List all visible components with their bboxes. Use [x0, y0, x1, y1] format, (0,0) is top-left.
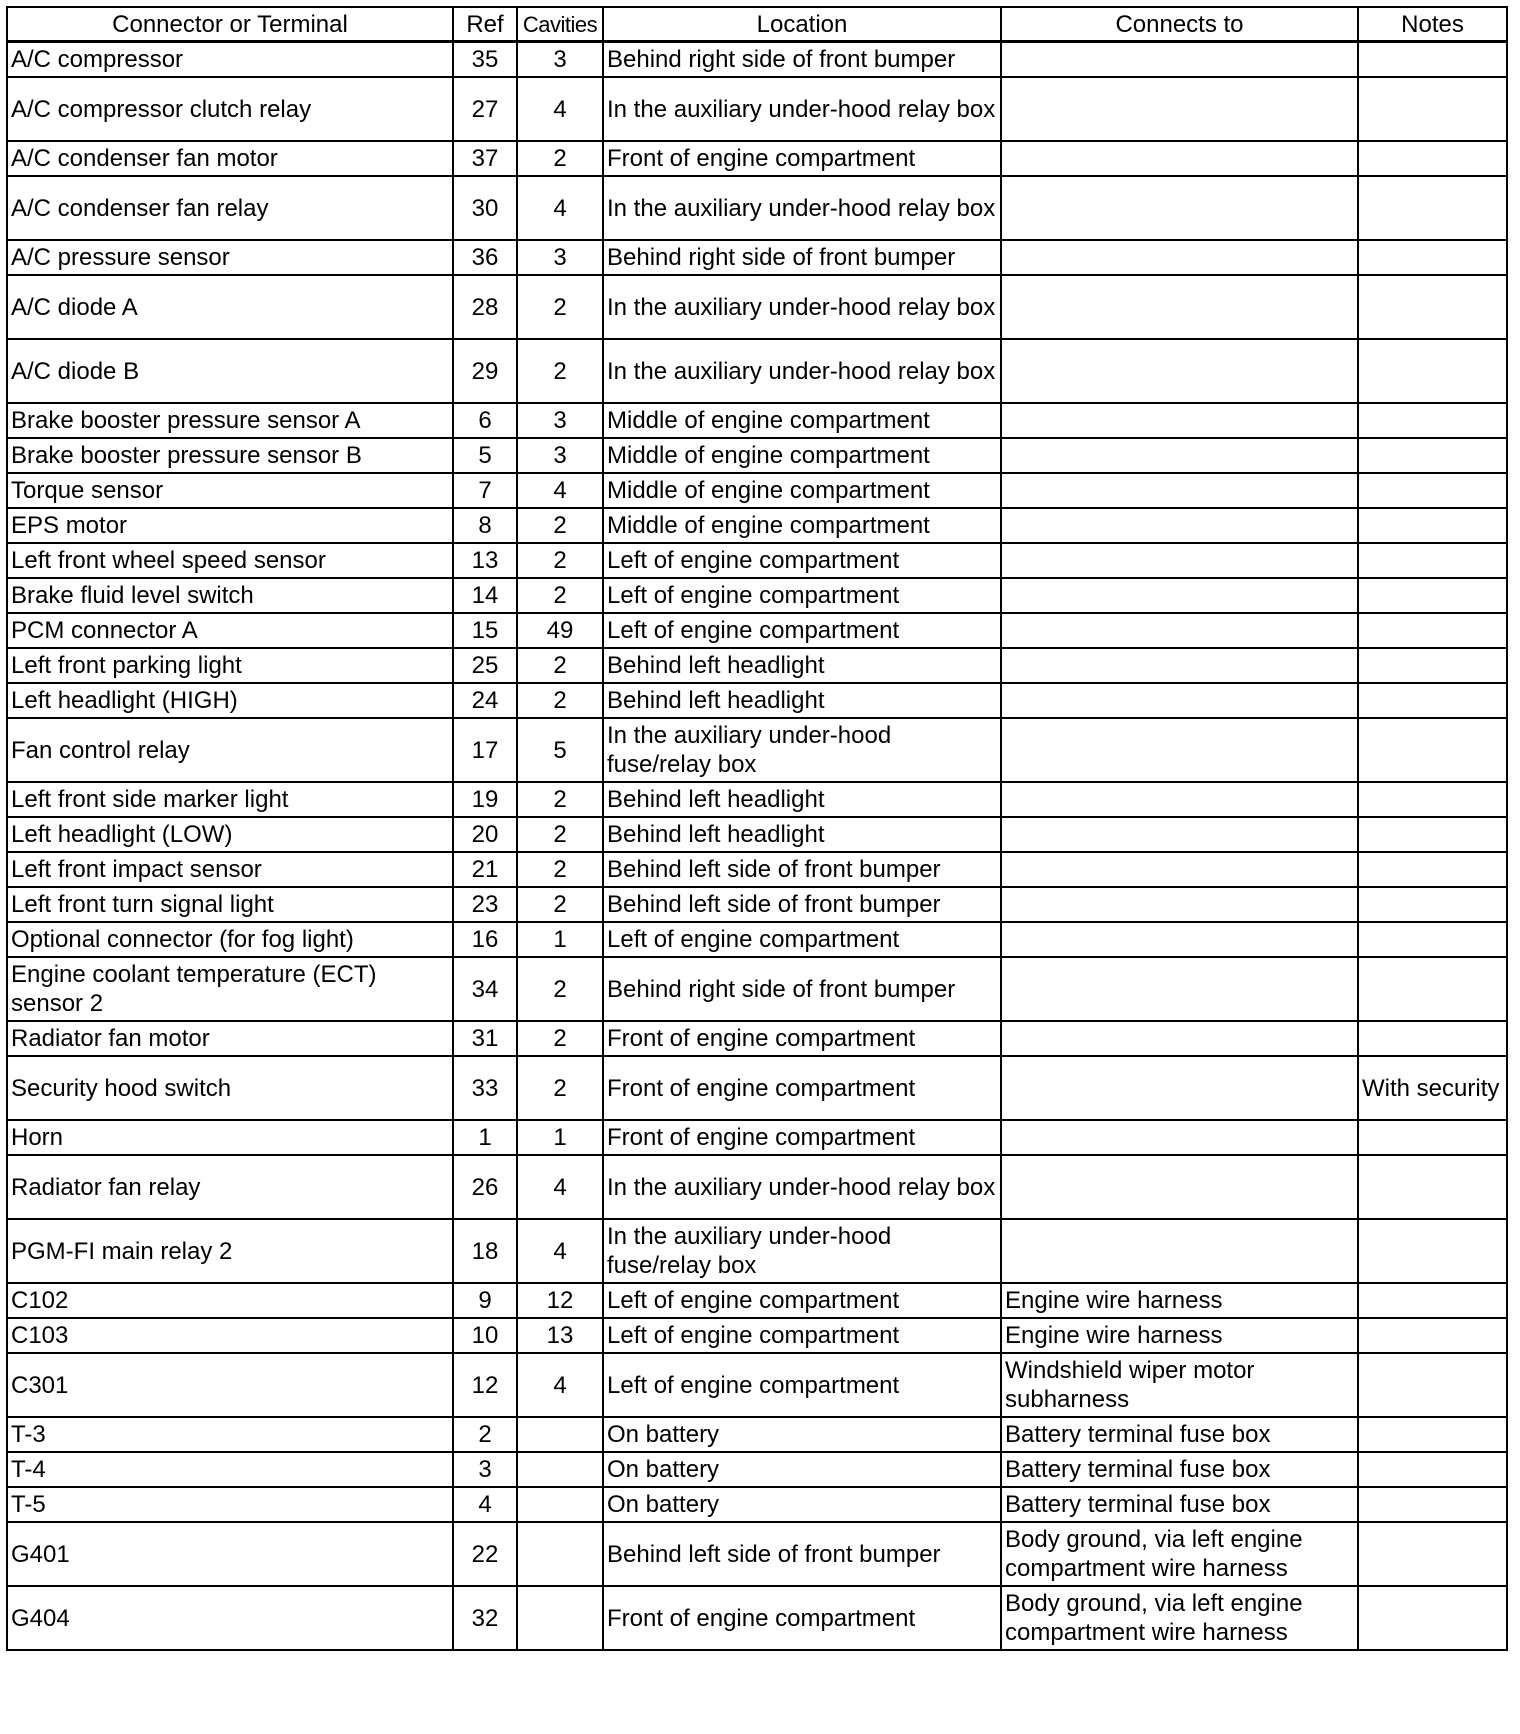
table-row — [7, 1452, 1507, 1487]
connector-table — [6, 6, 1508, 1651]
ref-cell: 5 — [453, 438, 517, 473]
cavities-cell: 49 — [517, 613, 603, 648]
cavities-cell — [517, 1417, 603, 1452]
notes-cell — [1358, 1522, 1507, 1586]
connects-to-cell — [1001, 578, 1358, 613]
table-row — [7, 240, 1507, 275]
header-connector: Connector or Terminal — [7, 7, 453, 42]
notes-cell — [1358, 339, 1507, 403]
connector-cell: T-3 — [7, 1417, 453, 1452]
notes-cell: With security — [1358, 1056, 1507, 1120]
ref-cell: 6 — [453, 403, 517, 438]
notes-cell — [1358, 141, 1507, 176]
connector-cell: C103 — [7, 1318, 453, 1353]
header-connects-to: Connects to — [1001, 7, 1358, 42]
cavities-cell: 5 — [517, 718, 603, 782]
cavities-cell: 1 — [517, 1120, 603, 1155]
header-row — [7, 7, 1507, 42]
notes-cell — [1358, 718, 1507, 782]
table-row — [7, 275, 1507, 339]
location-cell: Behind left side of front bumper — [603, 887, 1001, 922]
ref-cell: 23 — [453, 887, 517, 922]
connects-to-cell: Engine wire harness — [1001, 1318, 1358, 1353]
connector-cell: PCM connector A — [7, 613, 453, 648]
cavities-cell: 2 — [517, 957, 603, 1021]
ref-cell: 19 — [453, 782, 517, 817]
cavities-cell: 4 — [517, 1155, 603, 1219]
ref-cell: 22 — [453, 1522, 517, 1586]
cavities-cell: 2 — [517, 141, 603, 176]
cavities-cell — [517, 1487, 603, 1522]
ref-cell: 12 — [453, 1353, 517, 1417]
table-row — [7, 141, 1507, 176]
table-row — [7, 1155, 1507, 1219]
connects-to-cell — [1001, 817, 1358, 852]
connects-to-cell — [1001, 508, 1358, 543]
connects-to-cell — [1001, 1155, 1358, 1219]
connects-to-cell — [1001, 473, 1358, 508]
location-cell: Behind right side of front bumper — [603, 42, 1001, 78]
ref-cell: 7 — [453, 473, 517, 508]
connects-to-cell — [1001, 77, 1358, 141]
location-cell: Behind right side of front bumper — [603, 240, 1001, 275]
notes-cell — [1358, 1155, 1507, 1219]
cavities-cell: 2 — [517, 508, 603, 543]
cavities-cell: 2 — [517, 852, 603, 887]
ref-cell: 20 — [453, 817, 517, 852]
location-cell: Front of engine compartment — [603, 141, 1001, 176]
connects-to-cell — [1001, 275, 1358, 339]
notes-cell — [1358, 957, 1507, 1021]
location-cell: Front of engine compartment — [603, 1056, 1001, 1120]
connector-cell: Left front turn signal light — [7, 887, 453, 922]
notes-cell — [1358, 852, 1507, 887]
connects-to-cell — [1001, 42, 1358, 78]
connector-cell: Left front wheel speed sensor — [7, 543, 453, 578]
connector-cell: Engine coolant temperature (ECT) sensor 2 — [7, 957, 453, 1021]
cavities-cell — [517, 1452, 603, 1487]
ref-cell: 30 — [453, 176, 517, 240]
connects-to-cell — [1001, 1056, 1358, 1120]
cavities-cell: 3 — [517, 438, 603, 473]
cavities-cell: 2 — [517, 782, 603, 817]
notes-cell — [1358, 1283, 1507, 1318]
connects-to-cell — [1001, 339, 1358, 403]
ref-cell: 36 — [453, 240, 517, 275]
connects-to-cell — [1001, 438, 1358, 473]
ref-cell: 8 — [453, 508, 517, 543]
ref-cell: 10 — [453, 1318, 517, 1353]
location-cell: Left of engine compartment — [603, 922, 1001, 957]
notes-cell — [1358, 1120, 1507, 1155]
location-cell: Behind left headlight — [603, 683, 1001, 718]
connects-to-cell: Windshield wiper motor subharness — [1001, 1353, 1358, 1417]
location-cell: In the auxiliary under-hood relay box — [603, 77, 1001, 141]
connects-to-cell — [1001, 782, 1358, 817]
cavities-cell: 4 — [517, 1219, 603, 1283]
location-cell: In the auxiliary under-hood fuse/relay box — [603, 718, 1001, 782]
table-row — [7, 403, 1507, 438]
notes-cell — [1358, 438, 1507, 473]
location-cell: On battery — [603, 1452, 1001, 1487]
cavities-cell — [517, 1586, 603, 1650]
notes-cell — [1358, 922, 1507, 957]
connects-to-cell — [1001, 1120, 1358, 1155]
connector-cell: C301 — [7, 1353, 453, 1417]
cavities-cell — [517, 1522, 603, 1586]
connector-cell: Security hood switch — [7, 1056, 453, 1120]
notes-cell — [1358, 240, 1507, 275]
table-row — [7, 782, 1507, 817]
table-row — [7, 648, 1507, 683]
connector-cell: Brake fluid level switch — [7, 578, 453, 613]
connects-to-cell — [1001, 543, 1358, 578]
cavities-cell: 2 — [517, 578, 603, 613]
ref-cell: 34 — [453, 957, 517, 1021]
connector-cell: Left headlight (HIGH) — [7, 683, 453, 718]
ref-cell: 25 — [453, 648, 517, 683]
location-cell: Behind left headlight — [603, 817, 1001, 852]
connects-to-cell: Battery terminal fuse box — [1001, 1417, 1358, 1452]
notes-cell — [1358, 1219, 1507, 1283]
ref-cell: 35 — [453, 42, 517, 78]
table-row — [7, 1487, 1507, 1522]
ref-cell: 24 — [453, 683, 517, 718]
table-row — [7, 578, 1507, 613]
connects-to-cell — [1001, 403, 1358, 438]
table-row — [7, 1120, 1507, 1155]
table-row — [7, 887, 1507, 922]
connects-to-cell — [1001, 683, 1358, 718]
connects-to-cell: Battery terminal fuse box — [1001, 1487, 1358, 1522]
table-row — [7, 77, 1507, 141]
connects-to-cell: Battery terminal fuse box — [1001, 1452, 1358, 1487]
ref-cell: 31 — [453, 1021, 517, 1056]
ref-cell: 27 — [453, 77, 517, 141]
connects-to-cell — [1001, 718, 1358, 782]
connects-to-cell — [1001, 141, 1358, 176]
table-row — [7, 1353, 1507, 1417]
connector-cell: Brake booster pressure sensor A — [7, 403, 453, 438]
ref-cell: 26 — [453, 1155, 517, 1219]
cavities-cell: 4 — [517, 473, 603, 508]
notes-cell — [1358, 648, 1507, 683]
notes-cell — [1358, 508, 1507, 543]
cavities-cell: 2 — [517, 275, 603, 339]
location-cell: Left of engine compartment — [603, 1318, 1001, 1353]
ref-cell: 15 — [453, 613, 517, 648]
location-cell: In the auxiliary under-hood relay box — [603, 339, 1001, 403]
connector-cell: Radiator fan relay — [7, 1155, 453, 1219]
location-cell: Front of engine compartment — [603, 1586, 1001, 1650]
header-ref: Ref — [453, 7, 517, 42]
location-cell: Behind left headlight — [603, 782, 1001, 817]
location-cell: Middle of engine compartment — [603, 438, 1001, 473]
connector-cell: Left front parking light — [7, 648, 453, 683]
connects-to-cell — [1001, 957, 1358, 1021]
cavities-cell: 12 — [517, 1283, 603, 1318]
connects-to-cell: Body ground, via left engine compartment wire harness — [1001, 1522, 1358, 1586]
connector-cell: PGM-FI main relay 2 — [7, 1219, 453, 1283]
location-cell: Middle of engine compartment — [603, 508, 1001, 543]
notes-cell — [1358, 176, 1507, 240]
cavities-cell: 4 — [517, 176, 603, 240]
notes-cell — [1358, 403, 1507, 438]
ref-cell: 17 — [453, 718, 517, 782]
location-cell: Left of engine compartment — [603, 613, 1001, 648]
location-cell: Behind left side of front bumper — [603, 852, 1001, 887]
table-row — [7, 683, 1507, 718]
location-cell: Behind left side of front bumper — [603, 1522, 1001, 1586]
location-cell: Behind right side of front bumper — [603, 957, 1001, 1021]
table-row — [7, 852, 1507, 887]
notes-cell — [1358, 1417, 1507, 1452]
ref-cell: 21 — [453, 852, 517, 887]
location-cell: Left of engine compartment — [603, 1283, 1001, 1318]
cavities-cell: 13 — [517, 1318, 603, 1353]
table-row — [7, 718, 1507, 782]
notes-cell — [1358, 1353, 1507, 1417]
notes-cell — [1358, 42, 1507, 78]
cavities-cell: 2 — [517, 1056, 603, 1120]
notes-cell — [1358, 887, 1507, 922]
cavities-cell: 2 — [517, 683, 603, 718]
location-cell: Left of engine compartment — [603, 1353, 1001, 1417]
location-cell: In the auxiliary under-hood relay box — [603, 275, 1001, 339]
notes-cell — [1358, 1452, 1507, 1487]
connector-cell: C102 — [7, 1283, 453, 1318]
cavities-cell: 2 — [517, 648, 603, 683]
connects-to-cell: Engine wire harness — [1001, 1283, 1358, 1318]
connector-cell: Optional connector (for fog light) — [7, 922, 453, 957]
cavities-cell: 1 — [517, 922, 603, 957]
connector-cell: Left front impact sensor — [7, 852, 453, 887]
notes-cell — [1358, 683, 1507, 718]
connects-to-cell — [1001, 1021, 1358, 1056]
connector-cell: A/C diode B — [7, 339, 453, 403]
table-row — [7, 508, 1507, 543]
connector-cell: A/C compressor clutch relay — [7, 77, 453, 141]
location-cell: On battery — [603, 1487, 1001, 1522]
table-row — [7, 543, 1507, 578]
location-cell: On battery — [603, 1417, 1001, 1452]
connects-to-cell — [1001, 240, 1358, 275]
connector-cell: Left headlight (LOW) — [7, 817, 453, 852]
location-cell: Front of engine compartment — [603, 1021, 1001, 1056]
notes-cell — [1358, 613, 1507, 648]
table-row — [7, 817, 1507, 852]
table-row — [7, 1318, 1507, 1353]
connector-cell: EPS motor — [7, 508, 453, 543]
connector-cell: G401 — [7, 1522, 453, 1586]
location-cell: Left of engine compartment — [603, 578, 1001, 613]
header-notes: Notes — [1358, 7, 1507, 42]
connector-cell: Horn — [7, 1120, 453, 1155]
notes-cell — [1358, 275, 1507, 339]
table-row — [7, 473, 1507, 508]
cavities-cell: 2 — [517, 1021, 603, 1056]
cavities-cell: 2 — [517, 817, 603, 852]
table-row — [7, 957, 1507, 1021]
notes-cell — [1358, 1318, 1507, 1353]
notes-cell — [1358, 1021, 1507, 1056]
ref-cell: 3 — [453, 1452, 517, 1487]
connector-cell: T-4 — [7, 1452, 453, 1487]
connects-to-cell — [1001, 922, 1358, 957]
notes-cell — [1358, 782, 1507, 817]
cavities-cell: 3 — [517, 240, 603, 275]
notes-cell — [1358, 543, 1507, 578]
ref-cell: 37 — [453, 141, 517, 176]
ref-cell: 33 — [453, 1056, 517, 1120]
table-row — [7, 42, 1507, 78]
ref-cell: 32 — [453, 1586, 517, 1650]
location-cell: In the auxiliary under-hood fuse/relay box — [603, 1219, 1001, 1283]
cavities-cell: 2 — [517, 543, 603, 578]
connector-cell: G404 — [7, 1586, 453, 1650]
location-cell: In the auxiliary under-hood relay box — [603, 1155, 1001, 1219]
ref-cell: 4 — [453, 1487, 517, 1522]
connector-cell: A/C diode A — [7, 275, 453, 339]
connects-to-cell — [1001, 887, 1358, 922]
ref-cell: 16 — [453, 922, 517, 957]
notes-cell — [1358, 1586, 1507, 1650]
cavities-cell: 2 — [517, 339, 603, 403]
connector-cell: Radiator fan motor — [7, 1021, 453, 1056]
ref-cell: 18 — [453, 1219, 517, 1283]
connector-cell: Left front side marker light — [7, 782, 453, 817]
connects-to-cell: Body ground, via left engine compartment wire harness — [1001, 1586, 1358, 1650]
location-cell: Middle of engine compartment — [603, 403, 1001, 438]
table-row — [7, 1586, 1507, 1650]
table-row — [7, 1417, 1507, 1452]
notes-cell — [1358, 1487, 1507, 1522]
notes-cell — [1358, 578, 1507, 613]
ref-cell: 13 — [453, 543, 517, 578]
connects-to-cell — [1001, 613, 1358, 648]
connects-to-cell — [1001, 1219, 1358, 1283]
ref-cell: 9 — [453, 1283, 517, 1318]
connects-to-cell — [1001, 176, 1358, 240]
connector-cell: Torque sensor — [7, 473, 453, 508]
table-row — [7, 339, 1507, 403]
table-row — [7, 613, 1507, 648]
table-row — [7, 1283, 1507, 1318]
connects-to-cell — [1001, 648, 1358, 683]
connector-cell: A/C pressure sensor — [7, 240, 453, 275]
location-cell: Middle of engine compartment — [603, 473, 1001, 508]
ref-cell: 2 — [453, 1417, 517, 1452]
cavities-cell: 2 — [517, 887, 603, 922]
connector-cell: A/C condenser fan relay — [7, 176, 453, 240]
table-body — [7, 42, 1507, 1651]
notes-cell — [1358, 77, 1507, 141]
table-row — [7, 1056, 1507, 1120]
table-row — [7, 1522, 1507, 1586]
cavities-cell: 4 — [517, 1353, 603, 1417]
ref-cell: 29 — [453, 339, 517, 403]
connector-cell: Brake booster pressure sensor B — [7, 438, 453, 473]
cavities-cell: 4 — [517, 77, 603, 141]
ref-cell: 1 — [453, 1120, 517, 1155]
notes-cell — [1358, 473, 1507, 508]
ref-cell: 28 — [453, 275, 517, 339]
table-row — [7, 1021, 1507, 1056]
cavities-cell: 3 — [517, 403, 603, 438]
notes-cell — [1358, 817, 1507, 852]
connector-cell: A/C compressor — [7, 42, 453, 78]
location-cell: Front of engine compartment — [603, 1120, 1001, 1155]
connector-cell: T-5 — [7, 1487, 453, 1522]
connector-cell: A/C condenser fan motor — [7, 141, 453, 176]
location-cell: Behind left headlight — [603, 648, 1001, 683]
location-cell: Left of engine compartment — [603, 543, 1001, 578]
ref-cell: 14 — [453, 578, 517, 613]
connector-cell: Fan control relay — [7, 718, 453, 782]
table-row — [7, 922, 1507, 957]
header-cavities: Cavities — [517, 7, 603, 42]
table-row — [7, 176, 1507, 240]
cavities-cell: 3 — [517, 42, 603, 78]
table-row — [7, 438, 1507, 473]
location-cell: In the auxiliary under-hood relay box — [603, 176, 1001, 240]
table-row — [7, 1219, 1507, 1283]
connects-to-cell — [1001, 852, 1358, 887]
header-location: Location — [603, 7, 1001, 42]
